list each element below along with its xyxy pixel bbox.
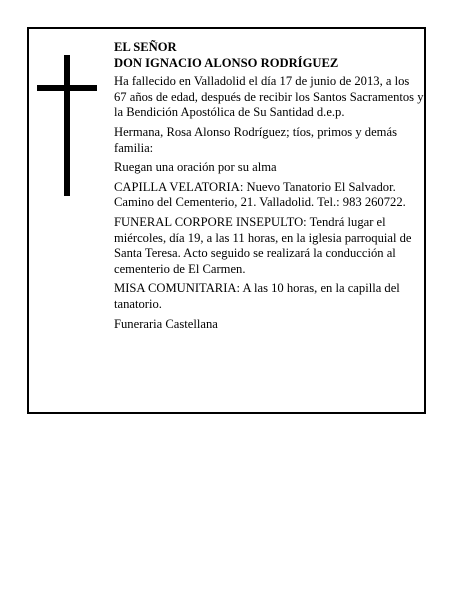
heading-title: EL SEÑOR	[114, 40, 177, 54]
cross-vertical-bar	[64, 55, 70, 196]
deceased-name: DON IGNACIO ALONSO RODRÍGUEZ	[114, 55, 339, 70]
wake-chapel-info: CAPILLA VELATORIA: Nuevo Tanatorio El Salvador. Camino del Cementerio, 21. Valladolid. Tel.: 983 260722.	[114, 179, 406, 210]
funeral-info: FUNERAL CORPORE INSEPULTO: Tendrá lugar el miércoles, día 19, a las 11 horas, en la iglesia parroquial de Santa Teresa. Acto seguido se realizará la conducción al cementerio de El Carmen.	[114, 214, 412, 276]
death-announcement: Ha fallecido en Valladolid el día 17 de junio de 2013, a los 67 años de edad, después de recibir los Santos Sacramentos y la Bendición Apostólica de Su Santidad d.e.p.	[114, 74, 424, 120]
obituary-text	[114, 40, 424, 336]
family-members: Hermana, Rosa Alonso Rodríguez; tíos, primos y demás familia:	[114, 124, 397, 155]
community-mass-info: MISA COMUNITARIA: A las 10 horas, en la capilla del tanatorio.	[114, 281, 400, 311]
cross-horizontal-bar	[37, 85, 97, 91]
funeral-home-name: Funeraria Castellana	[114, 316, 218, 331]
prayer-request: Ruegan una oración por su alma	[114, 160, 277, 175]
